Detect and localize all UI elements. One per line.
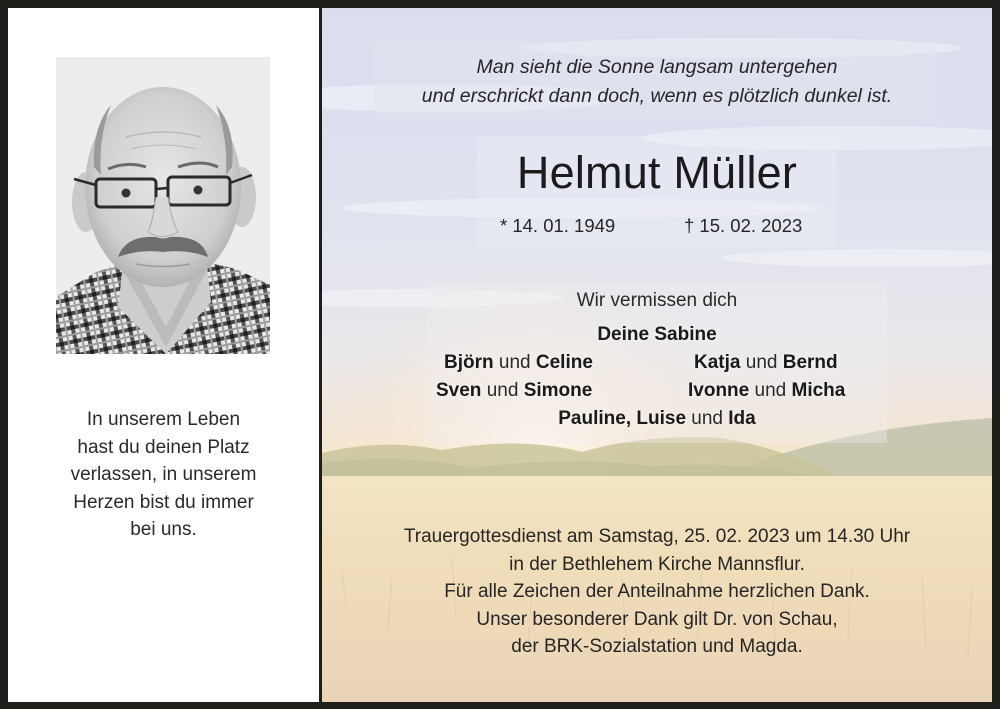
service-line: Für alle Zeichen der Anteilnahme herzlichen Dank.: [444, 581, 870, 603]
family-name: Bernd: [782, 352, 838, 373]
family-pair-4: [688, 380, 845, 402]
deceased-name: Helmut Müller: [516, 147, 798, 198]
family-name: Ivonne: [688, 380, 750, 401]
service-line: Unser besonderer Dank gilt Dr. von Schau,: [476, 608, 838, 630]
family-und: und: [486, 380, 519, 401]
family-name: Simone: [523, 380, 593, 401]
family-pair-1: [444, 352, 593, 374]
family-pair-3: [436, 380, 592, 402]
service-line: der BRK-Sozialstation und Magda.: [511, 636, 803, 658]
quote-line: und erschrickt dann doch, wenn es plötzlich dunkel ist.: [421, 85, 893, 107]
service-line: in der Bethlehem Kirche Mannsflur.: [509, 553, 805, 575]
verse-line: In unserem Leben: [86, 409, 241, 430]
death-date: † 15. 02. 2023: [684, 215, 803, 236]
verse-line: hast du deinen Platz: [77, 436, 250, 458]
family-name: Björn: [444, 352, 494, 373]
verse-line: verlassen, in unserem: [70, 464, 257, 485]
family-name: Micha: [791, 380, 846, 401]
family-und: und: [498, 352, 531, 373]
family-name: Katja: [694, 352, 741, 373]
family-name: Celine: [535, 352, 593, 373]
service-line: Trauergottesdienst am Samstag, 25. 02. 2023 um 14.30 Uhr: [403, 526, 911, 547]
verse-line: Herzen bist du immer: [73, 491, 254, 513]
right-panel: [322, 8, 992, 702]
family-name: Deine Sabine: [597, 324, 717, 345]
family-und: und: [745, 352, 778, 373]
portrait-photo: [56, 57, 270, 354]
quote-line: Man sieht die Sonne langsam untergehen: [476, 56, 838, 78]
family-und: und: [691, 408, 723, 429]
portrait-image: [56, 57, 270, 354]
family-und: und: [754, 380, 787, 401]
family-pair-2: [694, 352, 838, 374]
service-info: [322, 523, 992, 661]
family-line-spouse: [322, 324, 992, 346]
family-name: Pauline, Luise: [558, 408, 687, 429]
family-name: Ida: [728, 408, 756, 429]
family-name: Sven: [436, 380, 482, 401]
miss-line: Wir vermissen dich: [576, 290, 738, 311]
quote: [322, 53, 992, 111]
verse-line: bei uns.: [130, 519, 197, 540]
family-line-grandchildren: [322, 408, 992, 430]
left-panel: [8, 8, 319, 702]
birth-date: * 14. 01. 1949: [500, 215, 616, 236]
left-verse: [8, 406, 319, 544]
